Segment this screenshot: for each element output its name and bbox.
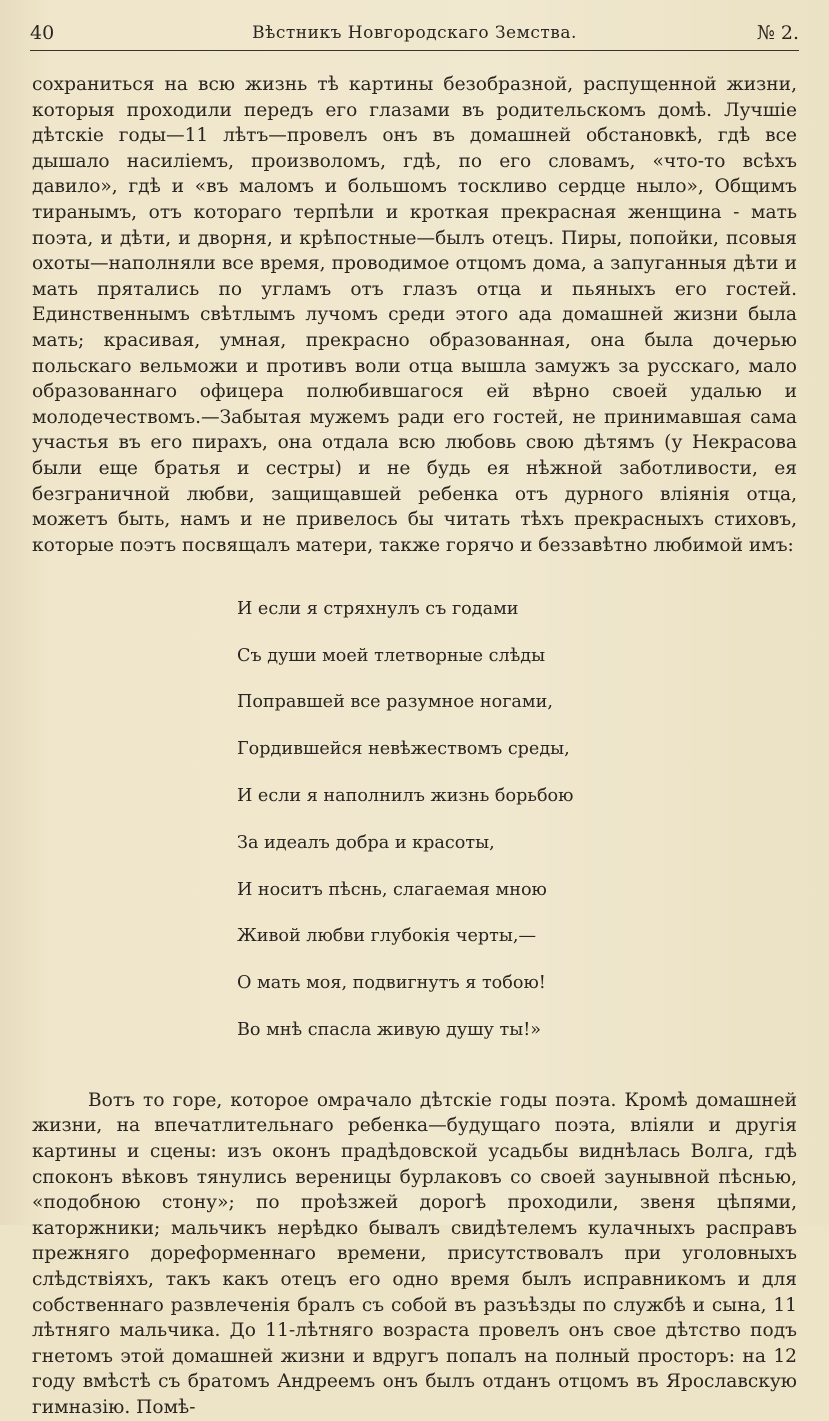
running-header [30,20,799,51]
poem-line: И если я наполнилъ жизнь борьбою [237,785,574,806]
poem-line: И носитъ пѣснь, слагаемая мною [237,879,547,900]
journal-title: Вѣстникъ Новгородскаго Земства. [252,23,577,43]
issue-number: № 2. [756,22,799,44]
poem-line: Гордившейся невѣжествомъ среды, [237,739,570,760]
page-number: 40 [30,22,55,44]
poem-line: И если я стряхнулъ съ годами [237,598,519,619]
poem-line: За идеалъ добра и красоты, [237,832,495,853]
paragraph-2: Вотъ то горе, которое омрачало дѣтскіе годы поэта. Кромѣ домашней жизни, на впечатлительнаго ребенка—будущаго поэта, вліяли и другія картины и сцены: изъ оконъ прадѣдовской усадьбы виднѣлась Волга, гдѣ споконъ вѣковъ тянулись вереницы бурлаковъ со своей заунывной пѣснью, «подобною стону»; по проѣзжей дорогѣ проходили, звеня цѣпями, каторжники; мальчикъ нерѣдко бывалъ свидѣтелемъ кулачныхъ расправъ прежняго дореформеннаго времени, присутствовалъ при уголовныхъ слѣдствіяхъ, такъ какъ отецъ его одно время былъ исправникомъ и для собственнаго развлеченія бралъ съ собой въ разъѣзды по службѣ и сына, 11 лѣтняго мальчика. До 11-лѣтняго возраста провелъ онъ свое дѣтство подъ гнетомъ этой домашней жизни и вдругъ попалъ на полный просторъ: на 12 году вмѣстѣ съ братомъ Андреемъ онъ былъ отданъ отцомъ въ Ярославскую гимназію. Помѣ- [32,1089,797,1418]
paragraph-1: сохраниться на всю жизнь тѣ картины безобразной, распущенной жизни, которыя проходили передъ его глазами въ родительскомъ домѣ. Лучшіе дѣтскіе годы—11 лѣтъ—провелъ онъ въ домашней обстановкѣ, гдѣ все дышало насиліемъ, произволомъ, гдѣ, по его словамъ, «что-то всѣхъ давило», гдѣ и «въ маломъ и большомъ тоскливо сердце ныло», Общимъ тиранымъ, отъ котораго терпѣли и кроткая прекрасная женщина - мать поэта, и дѣти, и дворня, и крѣпостные—былъ отецъ. Пиры, попойки, псовыя охоты—наполняли все время, проводимое отцомъ дома, а запуганныя дѣти и мать прятались по угламъ отъ глазъ отца и пьяныхъ его гостей. Единственнымъ свѣтлымъ лучомъ среди этого ада домашней жизни была мать; красивая, умная, прекрасно образованная, она была дочерью польскаго вельможи и противъ воли отца вышла замужъ за русскаго, мало образованнаго офицера полюбившагося ей вѣрно своей удалью и молодечествомъ.—Забытая мужемъ ради его гостей, не принимавшая сама участья въ его пирахъ, она отдала всю любовь свою дѣтямъ (у Некрасова были еще братья и сестры) и не будь ея нѣжной заботливости, ея безграничной любви, защищавшей ребенка отъ дурного вліянія отца, можетъ быть, намъ и не привелось бы читать тѣхъ прекрасныхъ стиховъ, которые поэтъ посвящалъ матери, также горячо и беззавѣтно любимой имъ: [32,74,797,556]
poem-line: Съ души моей тлетворные слѣды [237,645,546,666]
poem-line: О мать моя, подвигнутъ я тобою! [237,973,546,994]
poem-line: Во мнѣ спасла живую душу ты!» [237,1020,542,1040]
poem-line: Поправшей все разумное ногами, [237,692,553,713]
poem-line: Живой любви глубокія черты,— [237,926,537,947]
article-body [32,72,797,1421]
poem-quote [237,574,797,1066]
